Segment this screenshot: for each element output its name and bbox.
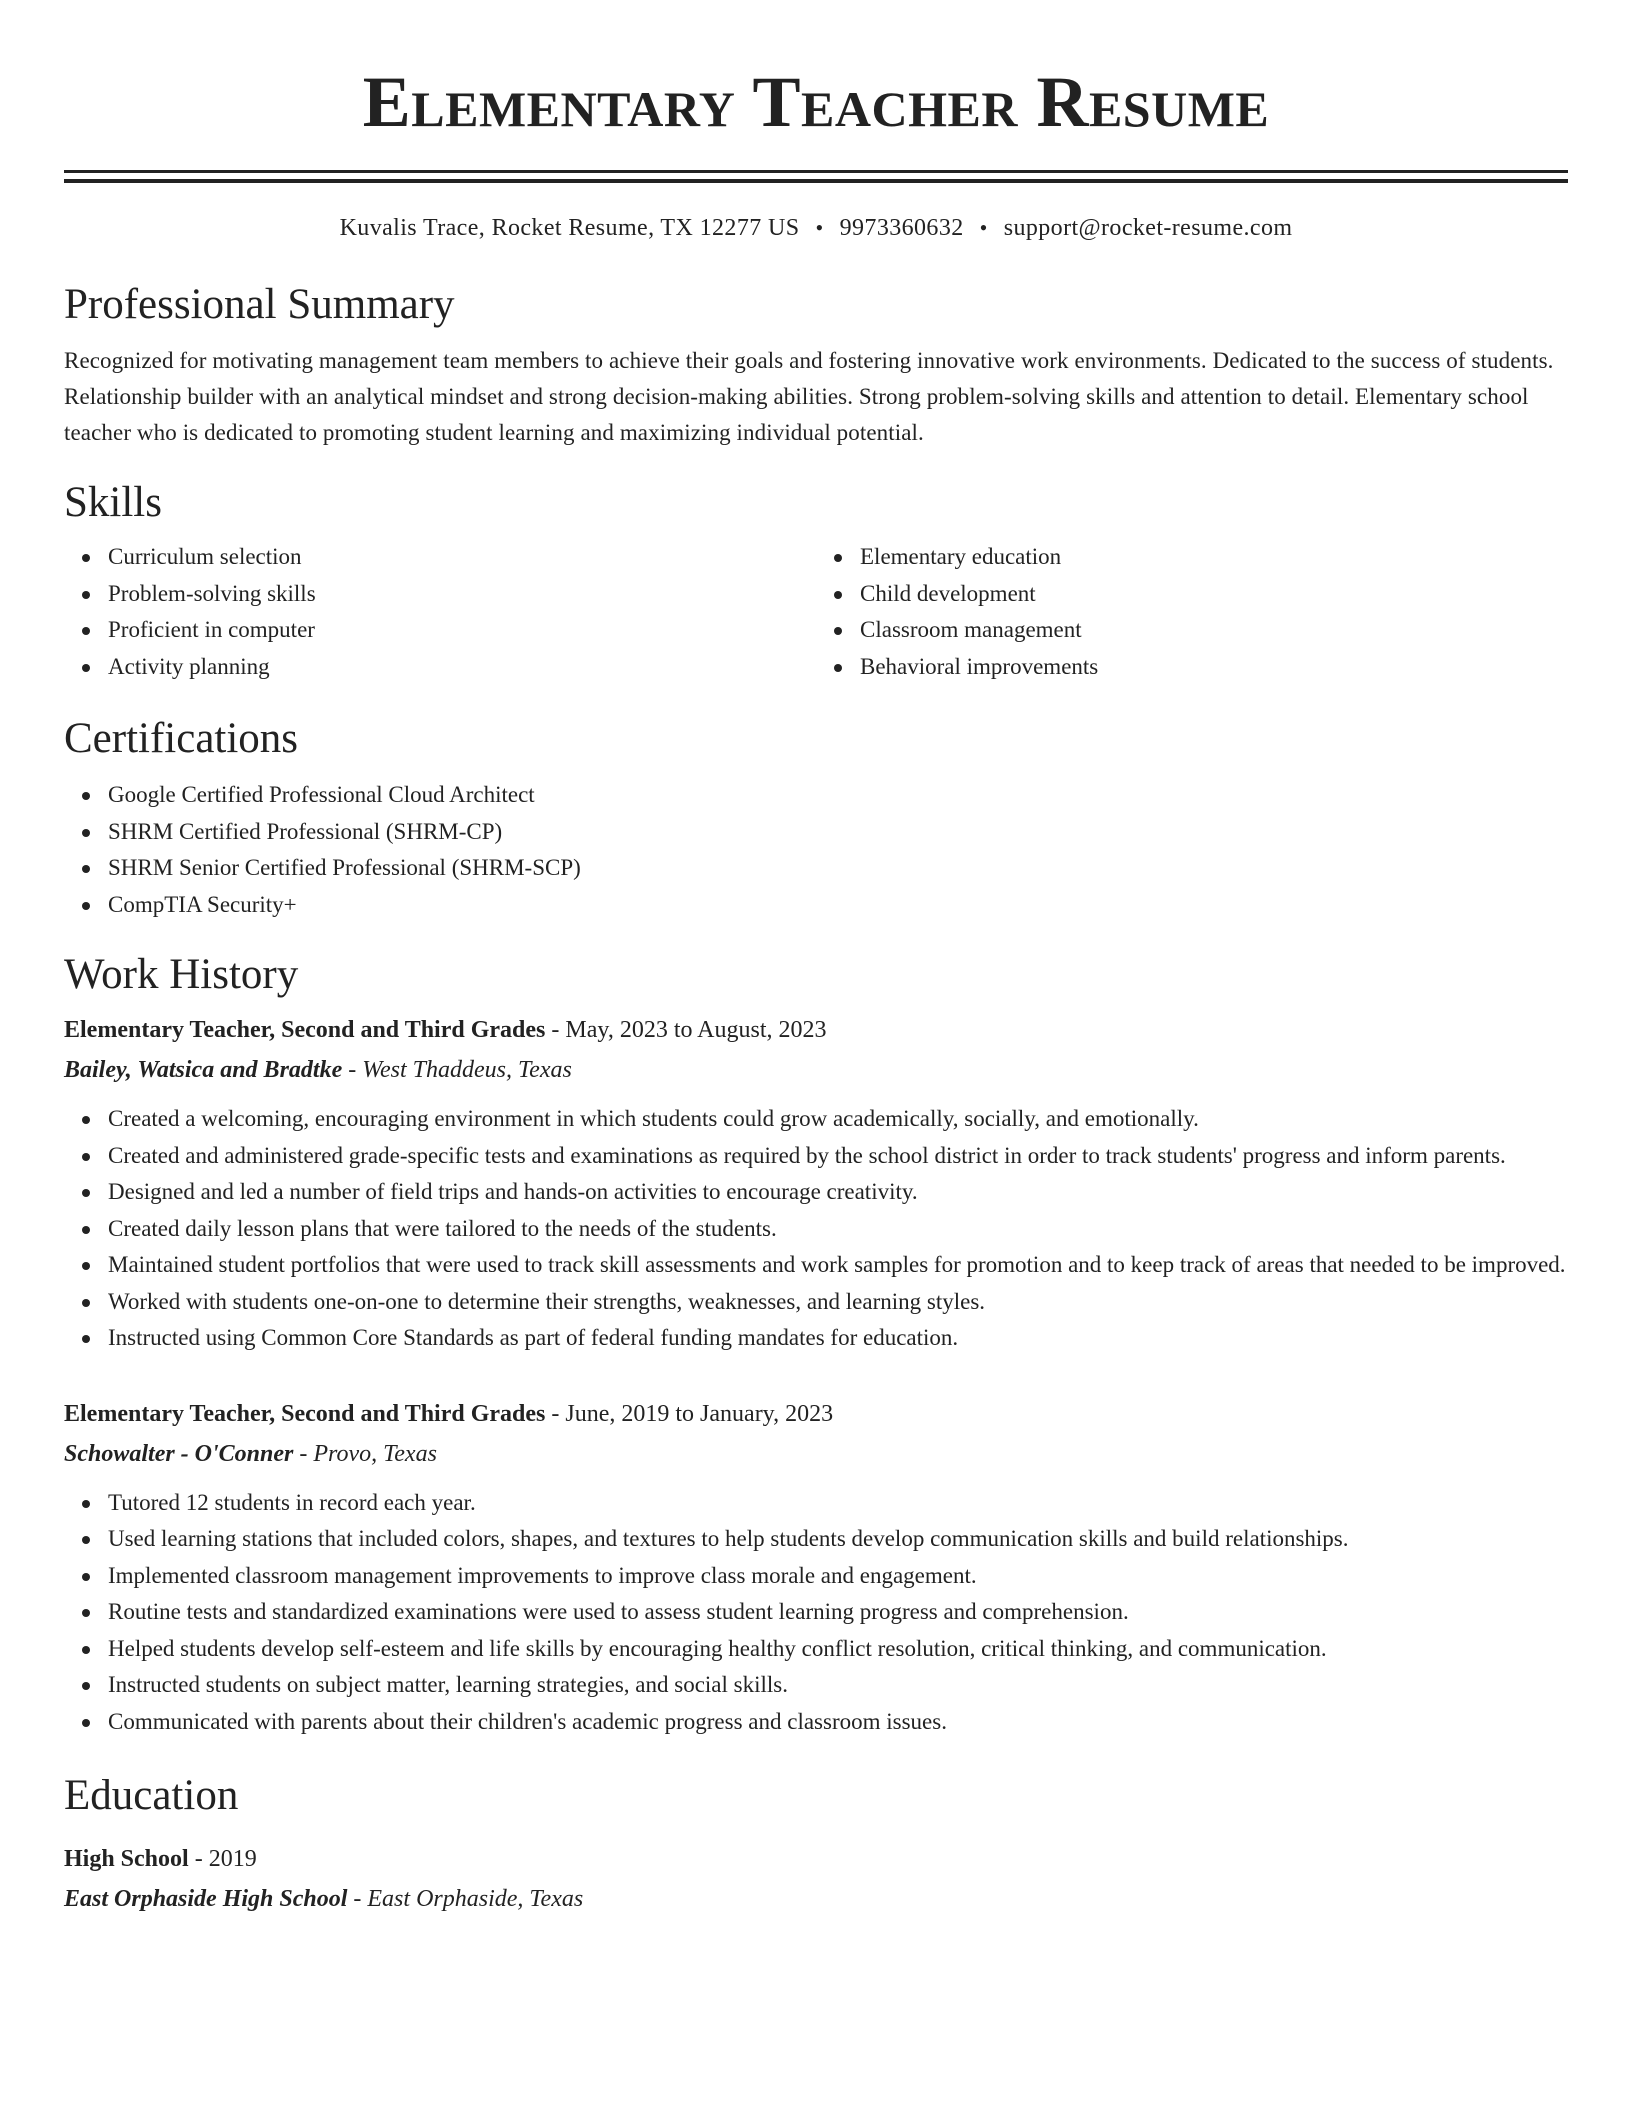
- job-bullet: Maintained student portfolios that were used to track skill assessments and work samples for promotion and to keep track of areas that needed to be improved.: [108, 1247, 1568, 1284]
- certifications-section: [64, 713, 1568, 923]
- job-title: Elementary Teacher, Second and Third Grades: [64, 1400, 546, 1427]
- skill-item: Child development: [860, 576, 1568, 613]
- job-bullet: Helped students develop self-esteem and life skills by encouraging healthy conflict resolution, critical thinking, and communication.: [108, 1631, 1568, 1668]
- job-employer: [64, 1437, 1568, 1471]
- job-dates: - June, 2019 to January, 2023: [545, 1400, 834, 1427]
- job-bullet: Instructed students on subject matter, learning strategies, and social skills.: [108, 1667, 1568, 1704]
- job-company: Schowalter - O'Conner: [64, 1440, 294, 1467]
- job-dates: - May, 2023 to August, 2023: [545, 1017, 827, 1043]
- job-employer: [64, 1053, 1568, 1087]
- contact-phone: 9973360632: [839, 215, 964, 241]
- title-rule-top: [64, 170, 1568, 173]
- job-entry: [64, 1013, 1568, 1357]
- certification-item: SHRM Senior Certified Professional (SHRM-SCP): [108, 850, 1568, 887]
- certifications-heading: Certifications: [64, 715, 299, 762]
- skill-item: Elementary education: [860, 539, 1568, 576]
- job-header: [64, 1397, 1568, 1431]
- skills-list-right: [816, 539, 1568, 685]
- job-title: Elementary Teacher, Second and Third Grades: [64, 1017, 546, 1043]
- resume-title: Elementary Teacher Resume: [362, 62, 1270, 142]
- education-heading: Education: [64, 1772, 239, 1819]
- skill-item: Classroom management: [860, 612, 1568, 649]
- summary-heading: Professional Summary: [64, 281, 455, 328]
- title-rule-bottom: [64, 179, 1568, 183]
- job-bullets: [64, 1485, 1568, 1741]
- skills-section: [64, 477, 1568, 685]
- summary-section: [64, 279, 1568, 451]
- summary-text: Recognized for motivating management team members to achieve their goals and fostering innovative work environments. Dedicated to the success of students. Relationship builder with an analytical mindset and strong decision-making abilities. Strong problem-solving skills and attention to detail. Elementary school teacher who is dedicated to promoting student learning and maximizing individual potential.: [64, 348, 1554, 445]
- job-bullet: Communicated with parents about their children's academic progress and classroom issues.: [108, 1704, 1568, 1741]
- job-bullet: Created daily lesson plans that were tailored to the needs of the students.: [108, 1211, 1568, 1248]
- bullet-separator: •: [979, 215, 988, 240]
- skill-item: Proficient in computer: [108, 612, 816, 649]
- job-bullets: [64, 1101, 1568, 1357]
- skill-item: Activity planning: [108, 649, 816, 686]
- job-entry: [64, 1397, 1568, 1741]
- skill-item: Curriculum selection: [108, 539, 816, 576]
- certifications-list: [64, 777, 1568, 923]
- education-location: - East Orphaside, Texas: [347, 1886, 584, 1912]
- work-history-heading: Work History: [64, 951, 299, 998]
- education-institution: [64, 1882, 1568, 1916]
- job-bullet: Routine tests and standardized examinations were used to assess student learning progress and comprehension.: [108, 1594, 1568, 1631]
- job-bullet: Created and administered grade-specific tests and examinations as required by the school district in order to track students' progress and inform parents.: [108, 1138, 1568, 1175]
- job-bullet: Used learning stations that included colors, shapes, and textures to help students develop communication skills and build relationships.: [108, 1521, 1568, 1558]
- certification-item: CompTIA Security+: [108, 887, 1568, 924]
- job-bullet: Instructed using Common Core Standards as part of federal funding mandates for education.: [108, 1320, 1568, 1357]
- contact-line: [64, 213, 1568, 243]
- skills-heading: Skills: [64, 479, 162, 526]
- contact-email[interactable]: support@rocket-resume.com: [1003, 215, 1293, 241]
- job-bullet: Tutored 12 students in record each year.: [108, 1485, 1568, 1522]
- skills-columns: [64, 539, 1568, 685]
- job-location: - West Thaddeus, Texas: [342, 1057, 572, 1083]
- work-history-section: [64, 949, 1568, 1740]
- job-location: - Provo, Texas: [293, 1440, 437, 1467]
- job-bullet: Worked with students one-on-one to determine their strengths, weaknesses, and learning styles.: [108, 1284, 1568, 1321]
- skills-list-left: [64, 539, 816, 685]
- education-year: - 2019: [188, 1846, 257, 1872]
- skill-item: Behavioral improvements: [860, 649, 1568, 686]
- bullet-separator: •: [815, 215, 824, 240]
- education-school: East Orphaside High School: [64, 1886, 348, 1912]
- job-header: [64, 1013, 1568, 1047]
- certification-item: SHRM Certified Professional (SHRM-CP): [108, 814, 1568, 851]
- certification-item: Google Certified Professional Cloud Architect: [108, 777, 1568, 814]
- education-header: [64, 1842, 1568, 1876]
- job-bullet: Created a welcoming, encouraging environment in which students could grow academically, socially, and emotionally.: [108, 1101, 1568, 1138]
- skill-item: Problem-solving skills: [108, 576, 816, 613]
- job-bullet: Designed and led a number of field trips and hands-on activities to encourage creativity.: [108, 1174, 1568, 1211]
- contact-address: Kuvalis Trace, Rocket Resume, TX 12277 US: [339, 215, 800, 241]
- education-section: [64, 1770, 1568, 1916]
- education-degree: High School: [64, 1846, 189, 1872]
- job-company: Bailey, Watsica and Bradtke: [64, 1057, 343, 1083]
- job-bullet: Implemented classroom management improvements to improve class morale and engagement.: [108, 1558, 1568, 1595]
